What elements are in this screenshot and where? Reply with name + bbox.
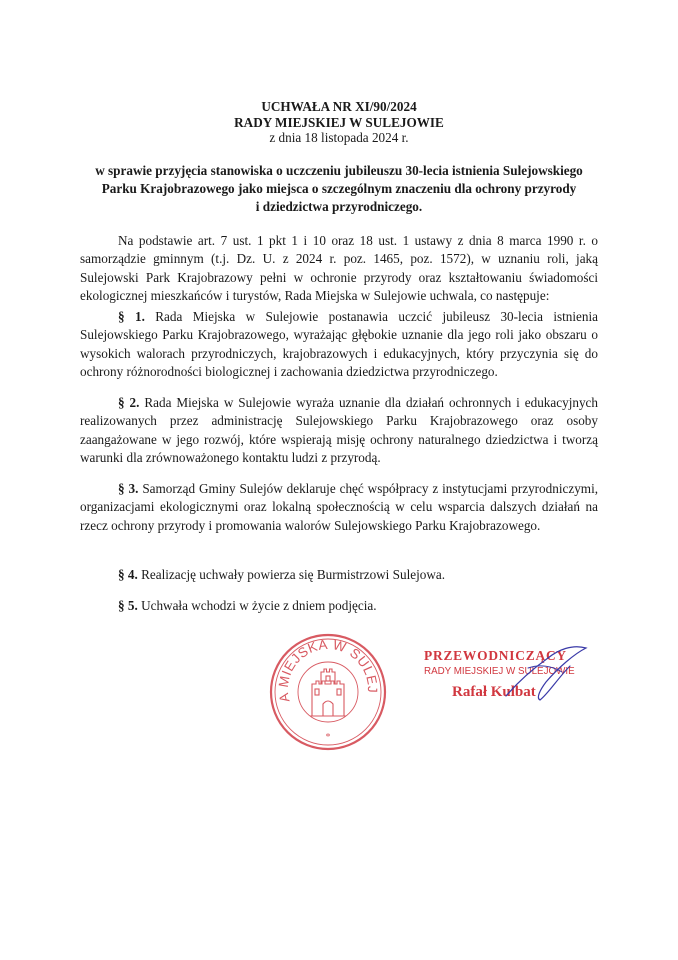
resolution-subject	[80, 162, 598, 216]
subject-line: w sprawie przyjęcia stanowiska o uczczeniu jubileuszu 30-lecia istnienia Sulejowskiego	[95, 163, 583, 178]
section-text: Realizację uchwały powierza się Burmistrzowi Sulejowa.	[141, 567, 446, 582]
subject-line: Parku Krajobrazowego jako miejsca o szczególnym znaczeniu dla ochrony przyrody	[101, 181, 577, 196]
resolution-date: z dnia 18 listopada 2024 r.	[269, 130, 409, 145]
seal-lettering: A MIEJSKA W SULEJ	[275, 636, 381, 704]
section-text: Samorząd Gminy Sulejów deklaruje chęć współpracy z instytucjami przyrodniczymi, organizacjami ekologicznymi oraz lokalną społecznością w celu wsparcia dalszych działań na rzecz ochrony przyrody i promowania walorów Sulejowskiego Parku Krajobrazowego.	[80, 481, 599, 533]
section-number: § 5.	[118, 598, 138, 613]
chairman-signature-block	[424, 648, 594, 708]
section-number: § 2.	[118, 395, 140, 410]
legal-basis-text: Na podstawie art. 7 ust. 1 pkt 1 i 10 oraz 18 ust. 1 ustawy z dnia 8 marca 1990 r. o samorządzie gminnym (t.j. Dz. U. z 2024 r. poz. 1465, poz. 1572), w uznaniu roli, jaką Sulejowski Park Krajobrazowy pełni w ochronie przyrody oraz kształtowaniu świadomości ekologicznej mieszkańców i turystów, Rada Miejska w Sulejowie uchwala, co następuje:	[80, 233, 598, 304]
resolution-header	[0, 99, 678, 146]
section-text: Uchwała wchodzi w życie z dniem podjęcia.	[141, 598, 377, 613]
section-number: § 4.	[118, 567, 138, 582]
seal-graphic	[268, 632, 388, 752]
section-number: § 3.	[118, 481, 139, 496]
section-4	[80, 566, 598, 584]
section-3	[80, 480, 598, 535]
section-5	[80, 597, 598, 615]
section-2	[80, 394, 598, 468]
chairman-title: PRZEWODNICZĄCY	[424, 648, 567, 663]
castle-emblem-icon	[310, 669, 346, 716]
subject-line: i dziedzictwa przyrodniczego.	[255, 199, 423, 214]
chairman-name: Rafał Kulbat	[452, 684, 536, 700]
handwritten-signature	[488, 638, 598, 708]
council-name: RADY MIEJSKIEJ W SULEJOWIE	[234, 114, 444, 130]
legal-basis-paragraph	[80, 232, 598, 306]
section-text: Rada Miejska w Sulejowie postanawia uczcić jubileusz 30-lecia istnienia Sulejowskiego Parku Krajobrazowego, wyrażając głębokie uznanie dla jego roli jako obszaru o wysokich walorach przyrodniczych, krajobrazowych i edukacyjnych, który przyczynia się do ochrony różnorodności biologicznej i zachowania dziedzictwa przyrodniczego.	[80, 309, 598, 380]
resolution-title: UCHWAŁA NR XI/90/2024	[261, 99, 417, 114]
seal-star-icon: *	[325, 732, 331, 743]
section-1	[80, 308, 598, 382]
council-seal-stamp	[268, 632, 388, 752]
section-text: Rada Miejska w Sulejowie wyraża uznanie dla działań ochronnych i edukacyjnych realizowanych przez administrację Sulejowskiego Parku Krajobrazowego oraz osoby zaangażowane w jego rozwój, które wspierają misję ochrony naturalnego dziedzictwa i tworzą warunki dla zrównoważonego kontaktu ludzi z przyrodą.	[80, 395, 598, 466]
section-number: § 1.	[118, 309, 145, 324]
chairman-council: RADY MIEJSKIEJ W SULEJOWIE	[424, 666, 575, 677]
